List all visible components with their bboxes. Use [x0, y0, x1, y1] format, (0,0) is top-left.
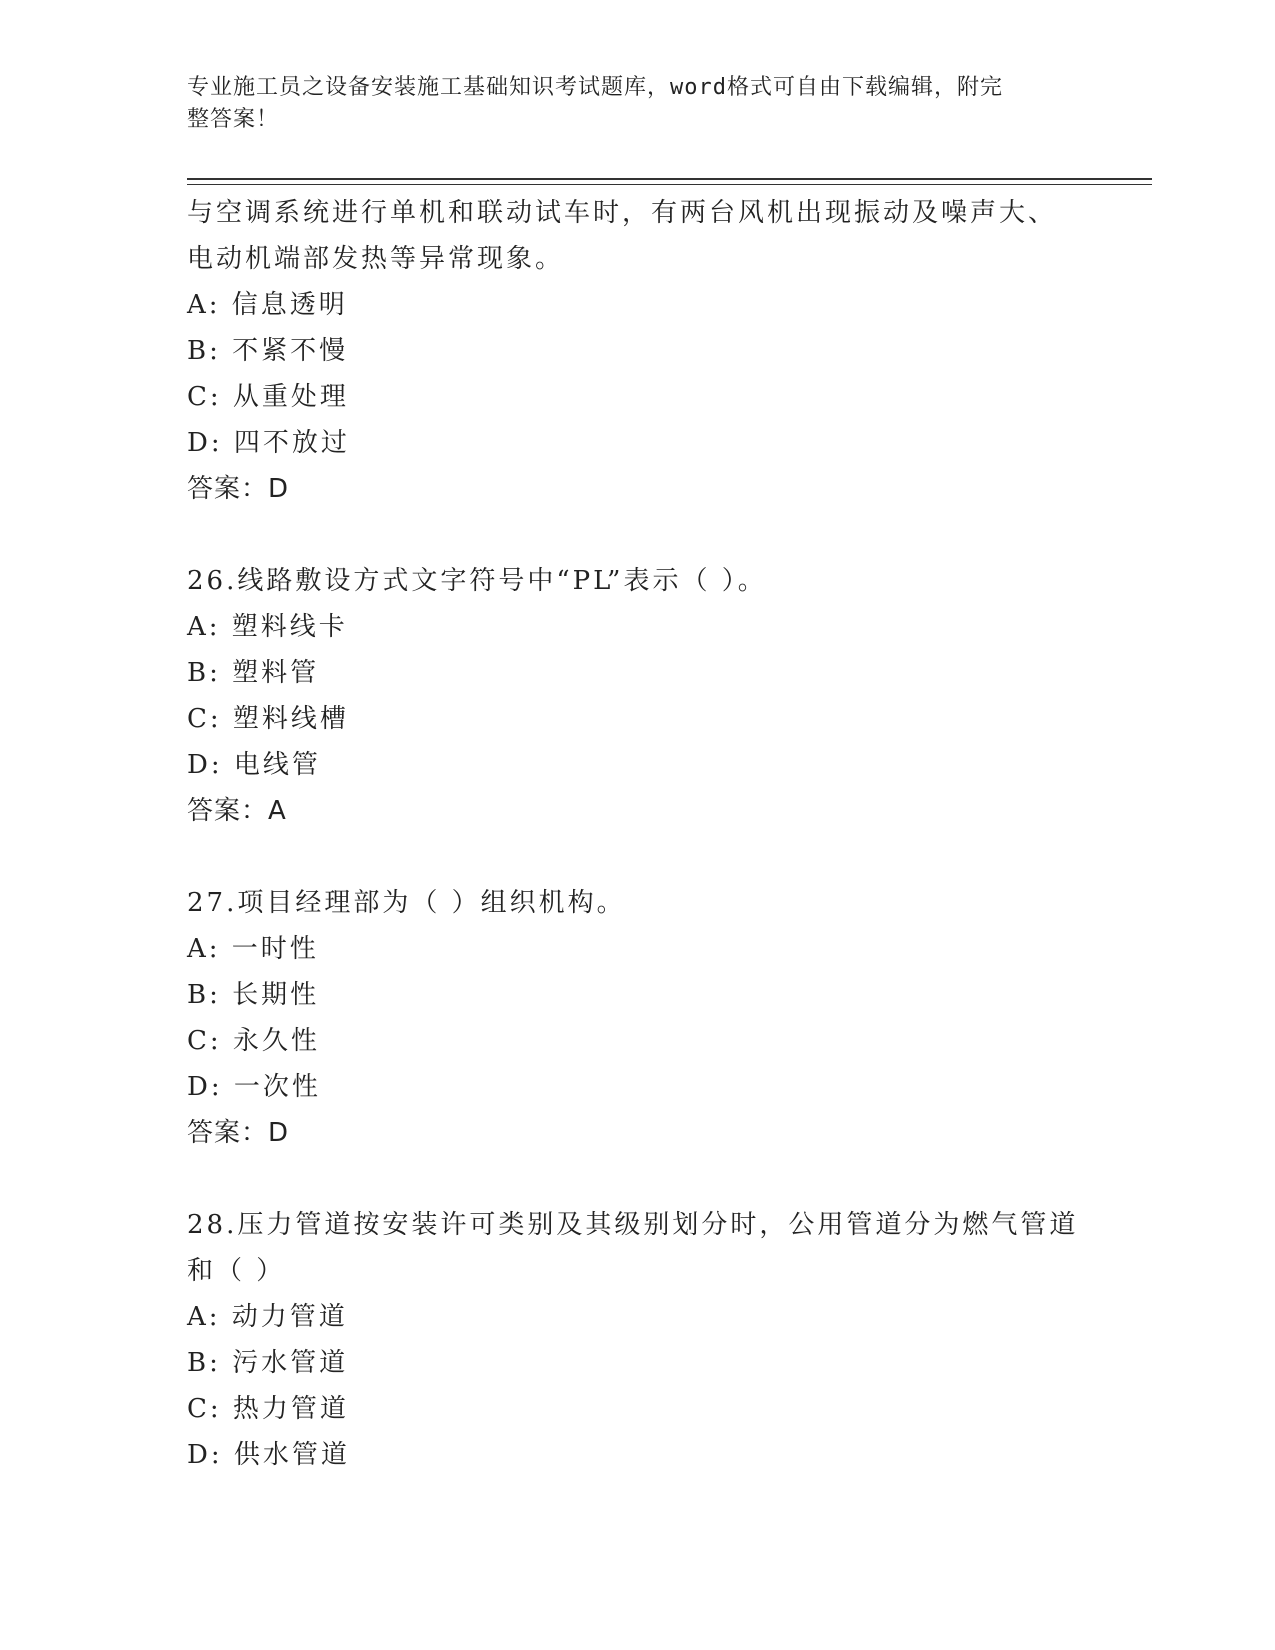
option-a: A: 一时性 — [187, 934, 319, 964]
question-list — [187, 190, 1087, 1478]
spacer — [187, 512, 1087, 558]
option-d: D: 供水管道 — [187, 1440, 350, 1470]
spacer — [187, 834, 1087, 880]
header-line-2: 整答案！ — [187, 107, 280, 132]
option-d: D: 一次性 — [187, 1072, 321, 1102]
option-c: C: 永久性 — [187, 1026, 320, 1056]
option-b: B: 塑料管 — [187, 658, 320, 688]
document-header — [187, 72, 1067, 136]
question-text: 和（ ） — [187, 1256, 286, 1286]
option-a: A: 信息透明 — [187, 290, 348, 320]
option-a: A: 动力管道 — [187, 1302, 348, 1332]
question-text: 与空调系统进行单机和联动试车时，有两台风机出现振动及噪声大、 — [187, 198, 1058, 228]
answer: 答案：D — [187, 474, 290, 504]
answer: 答案：D — [187, 1118, 290, 1148]
question-28 — [187, 1202, 1087, 1478]
option-d: D: 四不放过 — [187, 428, 350, 458]
header-line-1: 专业施工员之设备安装施工基础知识考试题库，word格式可自由下载编辑，附完 — [187, 75, 1003, 100]
question-text: 27.项目经理部为（ ）组织机构。 — [187, 888, 626, 918]
option-b: B: 污水管道 — [187, 1348, 349, 1378]
answer: 答案：A — [187, 796, 287, 826]
question-text: 28.压力管道按安装许可类别及其级别划分时，公用管道分为燃气管道 — [187, 1210, 1079, 1240]
question-27 — [187, 880, 1087, 1156]
option-c: C: 从重处理 — [187, 382, 349, 412]
spacer — [187, 1156, 1087, 1202]
question-26 — [187, 558, 1087, 834]
option-b: B: 长期性 — [187, 980, 320, 1010]
option-c: C: 塑料线槽 — [187, 704, 349, 734]
question-intro — [187, 190, 1087, 512]
header-rule-thin — [187, 184, 1152, 185]
option-b: B: 不紧不慢 — [187, 336, 349, 366]
question-text: 电动机端部发热等异常现象。 — [187, 244, 565, 274]
option-d: D: 电线管 — [187, 750, 321, 780]
option-a: A: 塑料线卡 — [187, 612, 348, 642]
question-text: 26.线路敷设方式文字符号中“PL”表示（ ）。 — [187, 566, 767, 596]
option-c: C: 热力管道 — [187, 1394, 349, 1424]
header-rule-thick — [187, 178, 1152, 180]
